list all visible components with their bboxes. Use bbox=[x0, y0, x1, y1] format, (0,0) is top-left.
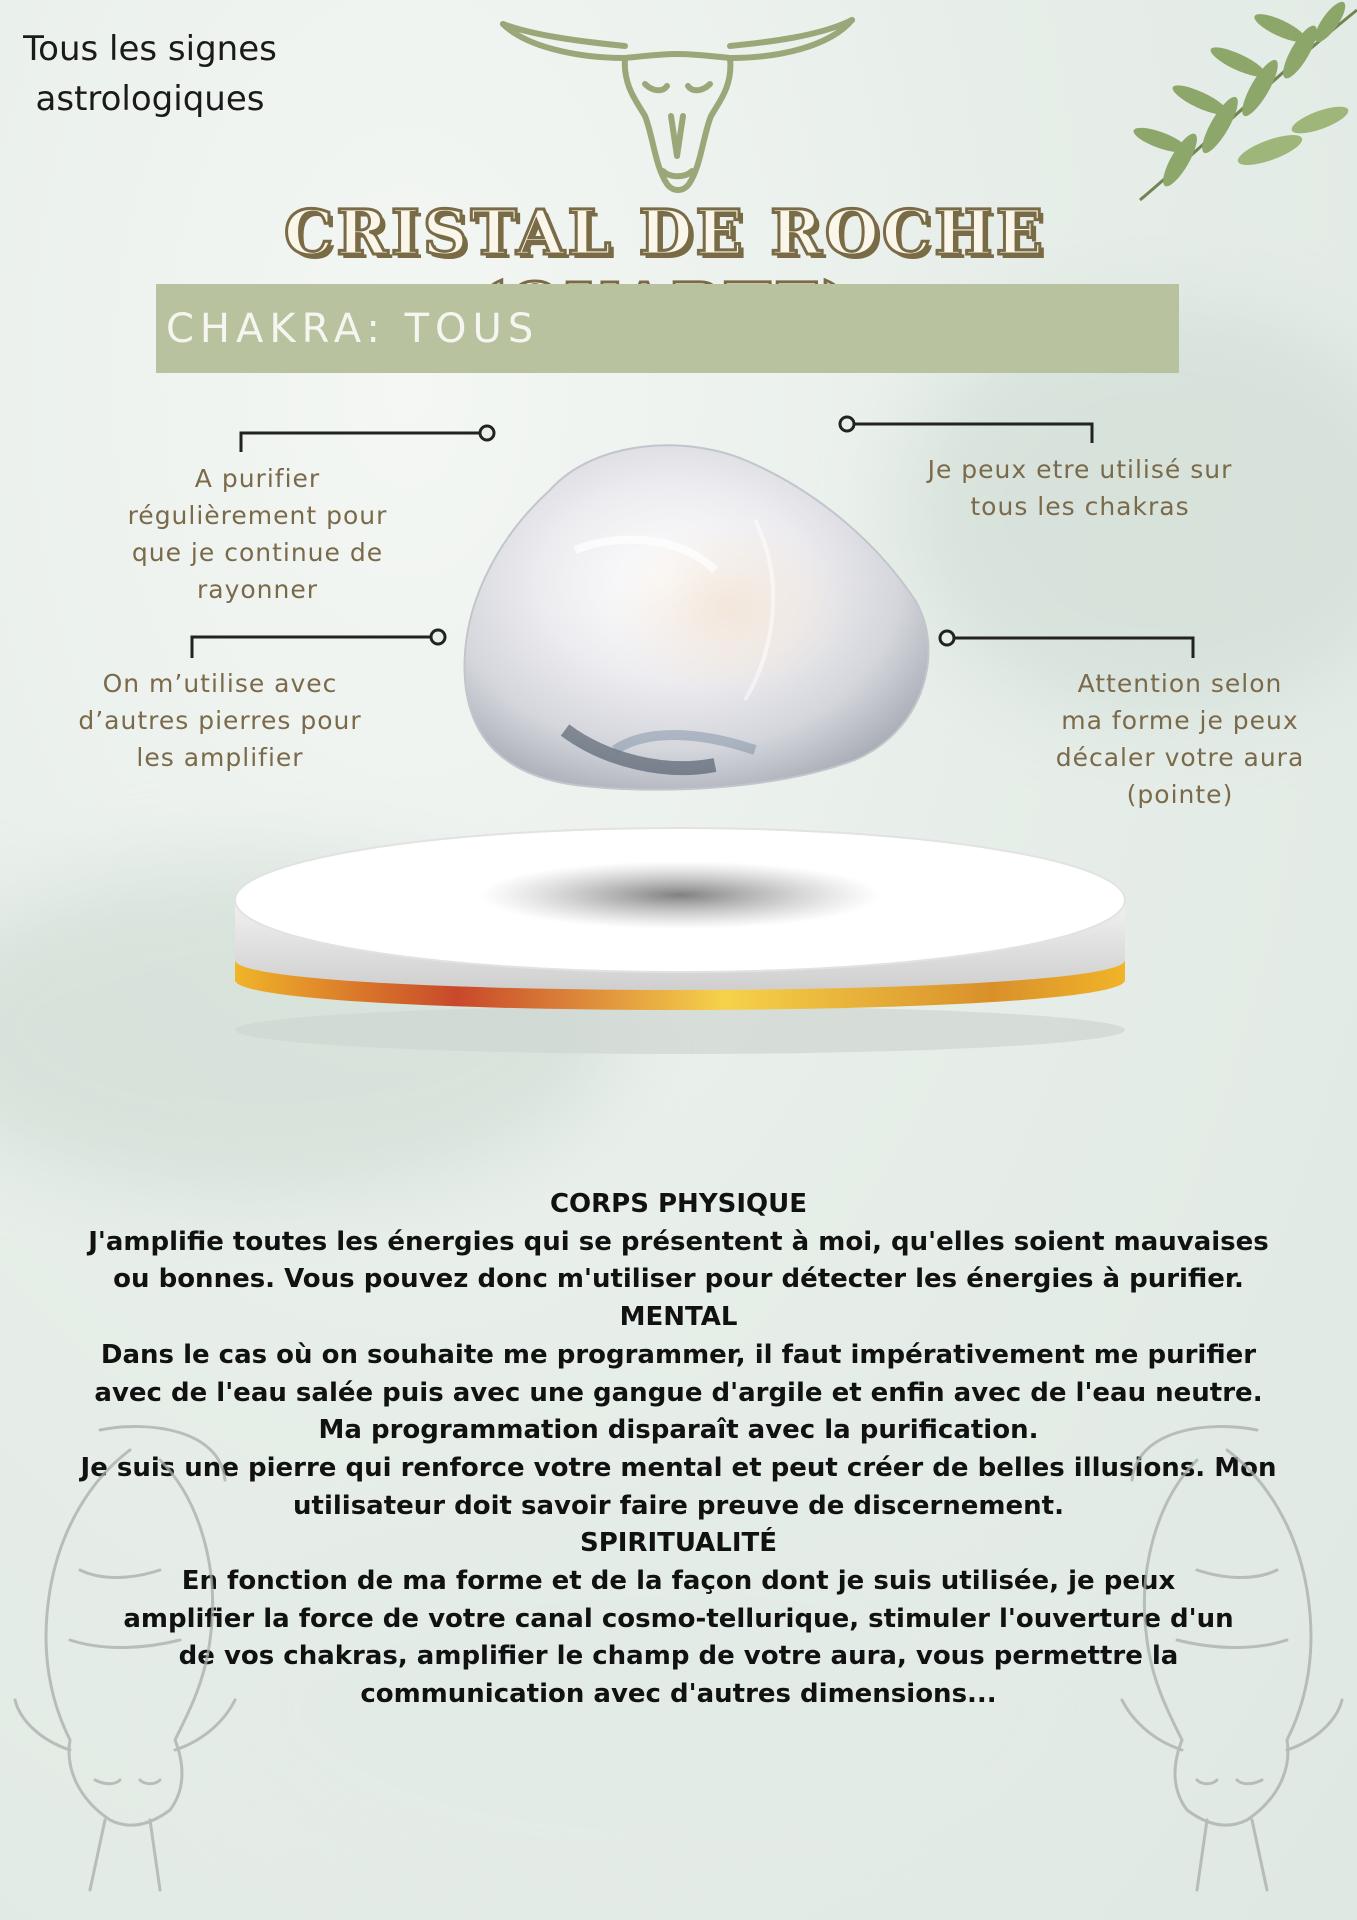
section-text-mental-1: Dans le cas où on souhaite me programmer, il faut impérativement me purifier avec de l'eau salée puis avec une gangue d'argile et enfin avec de l'eau neutre. bbox=[94, 1339, 1263, 1408]
chakra-label: CHAKRA: TOUS bbox=[166, 306, 540, 352]
page-title: CRISTAL DE ROCHE bbox=[284, 196, 1046, 269]
callout-top-right: Je peux etre utilisé sur tous les chakras bbox=[927, 455, 1233, 521]
quartz-stone-icon bbox=[455, 430, 945, 800]
section-heading-physique: CORPS PHYSIQUE bbox=[549, 1189, 808, 1219]
section-text-mental-3: Je suis une pierre qui renforce votre mental et peut créer de belles illusions. Mon utilisateur doit savoir faire preuve de discernement. bbox=[80, 1452, 1277, 1521]
callout-bottom-right: Attention selon ma forme je peux décaler votre aura (pointe) bbox=[1055, 669, 1305, 809]
section-text-spirit: En fonction de ma forme et de la façon dont je suis utilisée, je peux amplifier la force de votre canal cosmo-tellurique, stimuler l'ouverture d'un de vos chakras, amplifier le champ de votre aura, vous permettre la communication avec d'autres dimensions... bbox=[123, 1566, 1234, 1710]
callout-top-left: A purifier régulièrement pour que je continue de rayonner bbox=[127, 464, 388, 604]
description-text bbox=[70, 1186, 1287, 1714]
pedestal-icon bbox=[225, 820, 1135, 1070]
bull-left-icon bbox=[10, 1420, 240, 1900]
section-text-physique: J'amplifie toutes les énergies qui se présentent à moi, qu'elles soient mauvaises ou bonnes. Vous pouvez donc m'utiliser pour détecter les énergies à purifier. bbox=[88, 1226, 1269, 1295]
section-heading-spirit: SPIRITUALITÉ bbox=[579, 1528, 778, 1559]
section-text-mental-2: Ma programmation disparaît avec la purification. bbox=[318, 1415, 1039, 1446]
astro-signs-label: Tous les signes astrologiques bbox=[23, 29, 277, 119]
section-heading-mental: MENTAL bbox=[619, 1302, 738, 1333]
callout-bottom-left: On m’utilise avec d’autres pierres pour les amplifier bbox=[78, 669, 362, 772]
bull-right-icon bbox=[1117, 1420, 1347, 1900]
